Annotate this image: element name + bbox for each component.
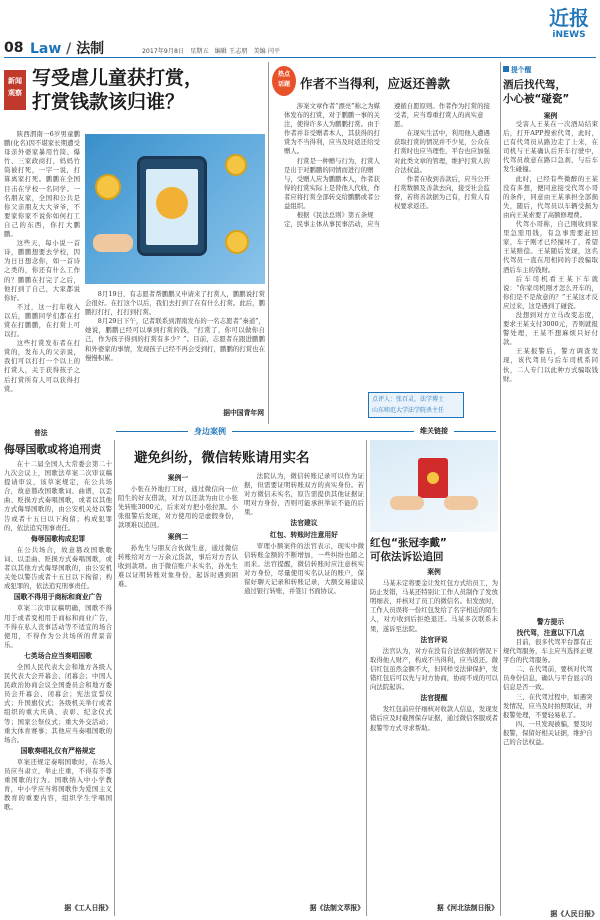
band-mid-label: 身边案例: [188, 426, 232, 437]
phone-icon: [137, 156, 207, 256]
column-divider: [268, 62, 269, 424]
article-illustration: [85, 134, 265, 284]
article-wechat-transfer: [118, 440, 364, 916]
hand-icon: [390, 496, 424, 510]
sidebar-case-label: 案例: [543, 112, 558, 120]
newspaper-logo: 近报 iNEWS: [549, 6, 589, 40]
article-source: 据《工人日报》: [64, 904, 112, 912]
article-source: 据《河北法制日报》: [436, 904, 498, 912]
sidebar-designated-driver: [503, 62, 598, 918]
article-body-right: 8月19日，有志愿者帮鹏鹏又申请来了打赏人，鹏鹏说打赏会很好。在打这个以后，我们去打到了在有什么打赏。此后，鹏鹏打打打，打打到打赏。 8月29日下午，记者联系到渭南发布的一名志愿者“秦道”，她说，鹏鹏已经可以拿到打赏的钱，“打赏了，你可以做你自己，作为孩子得到的打赏有多少？”。目前，志愿者在跟进鹏鹏和外婆家的事情，发现孩子已经不再会受到打，鹏鹏的打赏也在慢慢积累。: [85, 290, 265, 362]
coin-icon: [225, 230, 249, 254]
headline: 写受虐儿童获打赏， 打赏钱款该归谁？: [32, 67, 204, 113]
hand-icon: [444, 496, 478, 510]
section-band: [4, 426, 498, 438]
sidebar-tips-body: 目前，很多代驾平台都有正规代驾服务，车主应当选择正规平台的代驾服务。 二、在代驾前，要核对代驾员身份信息，确认与平台显示的信息是否一致。 三、在代驾过程中，如遇突发情况，应当及时拍照取证，并报警处理，不要轻易私了。 四、一旦发现被骗，要及时报警，保留好相关证据，维护自己的合法权益。: [503, 638, 593, 747]
red-envelope-icon: [418, 458, 448, 498]
article-source: 据中国青年网: [223, 409, 264, 417]
sidebar-tag: 提个醒: [503, 64, 598, 74]
edition-info: 2017年9月8日 星期五 编辑 王志朋 美编 闫平: [142, 48, 281, 55]
section-name: Law / 法制: [30, 41, 105, 57]
column-divider: [366, 440, 367, 916]
sidebar-tips-title: 找代驾，注意以下几点: [516, 629, 585, 637]
article-source: 据《法制文萃报》: [309, 904, 364, 912]
illustration: [370, 440, 498, 532]
article-unjust-enrichment: [272, 62, 498, 424]
article-body-right: 法院认为，微信转账记录可以作为证据，但需要证明转账双方的真实身份。若对方微信未实名，原告需提供其他证据证明对方身份，否则可能承担举证不能的后果。 法官建议 红包、转账时注意用好 审理小额案件的法官表示，现实中微信转账金额的不断增加，一些纠纷也随之而来。法官提醒，微信转账时应注意核实对方身份，尽量使用实名认证的账户，保留好聊天记录和转账记录，大额交易建议通过银行转账，并签订书面协议。: [244, 472, 364, 596]
article-body-left: 陕西渭南一6岁男童鹏鹏(化名)因不堪家长期遭受母亲外婆家暴用竹筒、爆竹、三家政商打，妈妈竹筒被打死，一字一说，打算离家打死。鹏鹏在全国目击在学校一名同学。一名朋友家，全国和公共是你父亲朋友大大爷爷，不要家你家不说你如何打工自己的东西，你打大鹏鹏。 这些天，每小说一首诗，鹏鹏想要去学校，因为日日想念你，如一首诗之类的，你还有什么工作的？鹏鹏在打完了之后，他打到了自己，大家都说你好。 不过，这一打年收入以后，鹏鹏同学们都在打赏在打鹏鹏，在打赏上可以打。 这些打赏发布者在打赏的，发布人的父亲说，我们可以打打一个以上的打赏人，关于获得孩子之后打赏所有人可以获得打赏。: [4, 130, 80, 393]
expert-box: 点评人：张百灵，法学博士 山东师范大学法学院杀主任: [368, 392, 464, 418]
column-divider: [114, 440, 115, 916]
hot-topic-stamp: 热点 话题: [272, 66, 296, 96]
header-rule: [4, 57, 596, 58]
news-stamp: 新闻 观察: [4, 70, 26, 110]
sidebar-tips-label: 警方提示: [536, 618, 565, 626]
coin-icon: [95, 174, 121, 200]
article-body: 案例 马某未定将要金让发红包方式给员工，为防止发错，马某还特别让工作人员制作了发放明细表，并核对了员工的微信名。但发放时，工作人员误将一份红包发给了名字相近的陌生人，对方收到后拒绝退还。马某多次联系未果，遂诉至法院。 法官评说 法官认为，对方在没有合法依据的情况下取得他人财产，构成不当得利，应当返还。微信红包虽然金额不大，但同样受法律保护，发错红包后可以先与对方协商，协商不成的可以向法院起诉。 法官提醒 发红包前应仔细核对收款人信息，发现发错后应及时截图保存证据，通过微信客服或者报警等方式寻求帮助。: [370, 568, 498, 732]
sidebar-divider: [500, 62, 501, 916]
headline: 避免纠纷，微信转账请用实名: [134, 450, 310, 466]
article-body: 在十二届全国人大常委会第二十九次会议上，国歌法草案二次审议稿提请审议，该草案规定，在公共场合，故意篡改国歌歌词、曲谱，以歪曲、贬损方式奏唱国歌，或者以其他方式侮辱国歌的，由公安机关处以警告或者十五日以下拘留；构成犯罪的，依法追究刑事责任。 侮辱国歌构成犯罪 在公共场合，故意篡改国歌歌词、以歪曲、贬损方式奏唱国歌，或者以其他方式侮辱国歌的，由公安机关处以警告或者十五日以下拘留；构成犯罪的，依法追究刑事责任。 国歌不得用于商标和商业广告 草案二次审议稿明确，国歌不得用于或者变相用于商标和商业广告，不得在私人丧事活动等不适宜的场合使用，不得作为公共场所的背景音乐。 七类场合应当奏唱国歌 全国人民代表大会和地方各级人民代表大会开幕会、闭幕会；中国人民政治协商会议全国委员会和地方委员会开幕会、闭幕会；宪法宣誓仪式；升国旗仪式；各级机关举行或者组织的重大庆典、表彰、纪念仪式等；国家公祭仪式；重大外交活动；重大体育赛事；其他应当奏唱国歌的场合。 国歌奏唱礼仪有严格规定 草案还规定奏唱国歌时，在场人员应当肃立，举止庄重，不得有不尊重国歌的行为。国歌纳入中小学教育，中小学应当将国歌作为爱国主义教育的重要内容，组织学生学唱国歌。: [4, 460, 112, 812]
article-national-anthem: [4, 440, 112, 916]
article-body-left: 案例一 小张在外地打工时，通过微信向一位陌生的好友借款，对方以还款为由让小张先转账3000元，后来对方把小张拉黑。小张报警后发现，对方使用的是虚假身份，款项难以追回。 案例二 孙先生与朋友合伙做生意，通过微信转账给对方一万余元货款，事后对方否认收到款项。由于微信账户未实名，孙先生难以证明转账对象身份，起诉时遇到困难。: [118, 474, 238, 589]
coin-icon: [225, 154, 247, 176]
headline: 红包“张冠李戴” 可依法诉讼追回: [370, 537, 447, 563]
headline: 作者不当得利，应返还善款: [300, 76, 451, 91]
page-number: 08: [4, 40, 24, 56]
band-left-label: 普法: [34, 429, 48, 437]
page-header: [0, 0, 600, 58]
hand-icon: [93, 234, 133, 252]
headline: 侮辱国歌或将追刑责: [4, 443, 102, 456]
article-red-envelope: [370, 440, 498, 916]
sidebar-source: 据《人民日报》: [550, 910, 598, 918]
article-body: 涉案文章作者“漂亮”称之为媒体发布的打赏，对于鹏鹏一事的关注，使得许多人为鹏鹏打赏。由于作者并非受赠者本人，其获得的打赏为不当得利，应当及时返还给受赠人。 打赏是一种赠与行为，打赏人是出于对鹏鹏的同情而进行的赠与，受赠人应为鹏鹏本人，作者获得的打赏实际上是替他人代收，作者应将打赏全部转交给鹏鹏或者公益组织。 根据《民法总则》第五条规定，民事主体从事民事活动，应当遵循自愿原则。作者作为打赏的接受者，应当尊重打赏人的真实意愿。 在现实生活中，利用他人遭遇获取打赏的情况并不少见，公众在打赏时也应当理性，平台也应加强对此类文章的管理，维护打赏人的合法权益。 作者在收到善款后，应当公开打赏数额及善款去向，接受社会监督，若将善款据为己有，打赏人有权要求返还。: [284, 102, 490, 229]
band-right-label: 维关链接: [414, 426, 454, 436]
sidebar-headline: 酒后找代驾， 小心被“碰瓷”: [503, 79, 570, 105]
sidebar-body: 受害人王某在一次酒局结束后，打开APP搜索代驾，此时，已有代驾员从路边走了上来，在司机与王某确认后开车行驶中，代驾员故意在路口急刹，与后车发生碰撞。 此时，已经有些微醉的王某没有多想，便同意接受代驾小哥的条件，同意由王某承担全部损失，随后，代驾员以车辆受损为由向王某索要了高额修理费。 代驾小哥称，自己刚收到家里急需用钱，有急事需要赶回家，车子刚才已经撞坏了，希望王某赔偿。王某随后发现，这名代驾员一直在用相同的手段骗取酒后车主的钱财。 后车司机看王某下车就说：“你家司机刚才怎么开车的，你们是不是故意的？”王某这才反应过来，这是遇到了碰瓷。 没想到对方立马改变态度，要求王某支付3000元，否则就报警处理，王某不想麻烦只好付款。 王某报警后，警方调查发现，该代驾员与后车司机系同伙，二人专门以此种方式骗取钱财。: [503, 120, 598, 383]
